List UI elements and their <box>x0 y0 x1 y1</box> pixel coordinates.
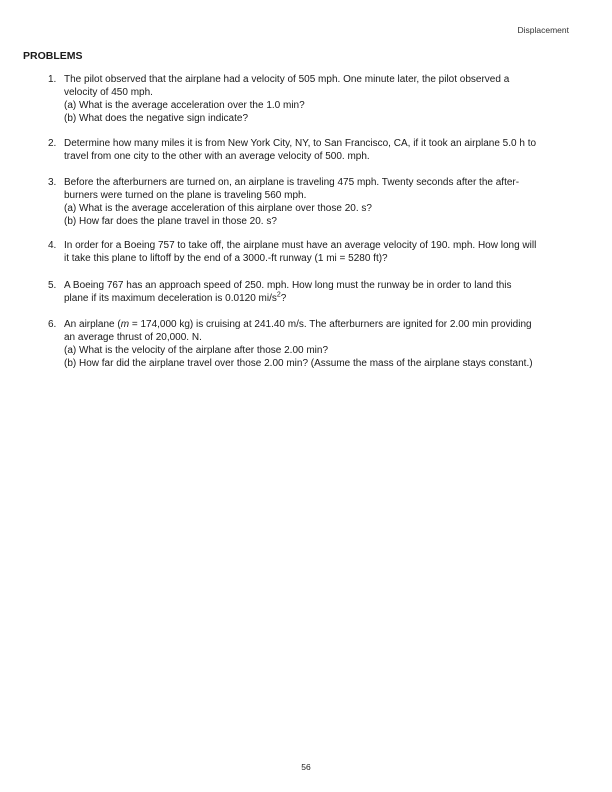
line-text: An airplane ( <box>64 319 121 330</box>
problem-line: (b) What does the negative sign indicate? <box>64 113 248 124</box>
running-header: Displacement <box>517 25 569 35</box>
problem-number: 6. <box>48 319 57 330</box>
problem-number: 5. <box>48 280 57 291</box>
problem-line: Determine how many miles it is from New York City, NY, to San Francisco, CA, if it took an airplane 5.0 h to <box>64 138 537 149</box>
problem-line: velocity of 450 mph. <box>64 87 153 98</box>
line-text: plane if its maximum deceleration is 0.0120 mi/s <box>64 293 277 304</box>
mass-variable: m <box>120 319 130 330</box>
problem-line <box>64 318 533 331</box>
problem-line: travel from one city to the other with an average velocity of 500. mph. <box>64 151 370 162</box>
problem-line: Before the afterburners are turned on, an airplane is traveling 475 mph. Twenty seconds after the after- <box>64 177 520 188</box>
problem-line: (b) How far does the plane travel in those 20. s? <box>64 216 277 227</box>
problem-line: burners were turned on the plane is traveling 560 mph. <box>64 190 307 201</box>
problem-line: (b) How far did the airplane travel over those 2.00 min? (Assume the mass of the airplane stays constant.) <box>64 358 533 369</box>
problem-line <box>64 292 512 305</box>
problem-line: (a) What is the average acceleration of this airplane over those 20. s? <box>64 203 372 214</box>
problem-line: The pilot observed that the airplane had a velocity of 505 mph. One minute later, the pilot observed a <box>64 74 510 85</box>
problem-line: A Boeing 767 has an approach speed of 250. mph. How long must the runway be in order to land this <box>64 280 512 291</box>
exponent: 2 <box>276 291 281 299</box>
line-text: ? <box>280 293 287 304</box>
problem-number: 2. <box>48 138 57 149</box>
problem-line: (a) What is the average acceleration over the 1.0 min? <box>64 100 305 111</box>
problem-number: 4. <box>48 240 57 251</box>
line-text: = 174,000 kg) is cruising at 241.40 m/s. The afterburners are ignited for 2.00 min providing <box>129 319 532 330</box>
section-title: PROBLEMS <box>23 50 83 62</box>
problem-number: 3. <box>48 177 57 188</box>
problem-line: (a) What is the velocity of the airplane after those 2.00 min? <box>64 345 329 356</box>
problem-line: In order for a Boeing 757 to take off, the airplane must have an average velocity of 190. mph. How long will <box>64 240 537 251</box>
problem-number: 1. <box>48 74 57 85</box>
page-number: 56 <box>301 762 311 772</box>
problem-line: an average thrust of 20,000. N. <box>64 332 202 343</box>
problem-line: it take this plane to liftoff by the end of a 3000.-ft runway (1 mi = 5280 ft)? <box>64 253 388 264</box>
